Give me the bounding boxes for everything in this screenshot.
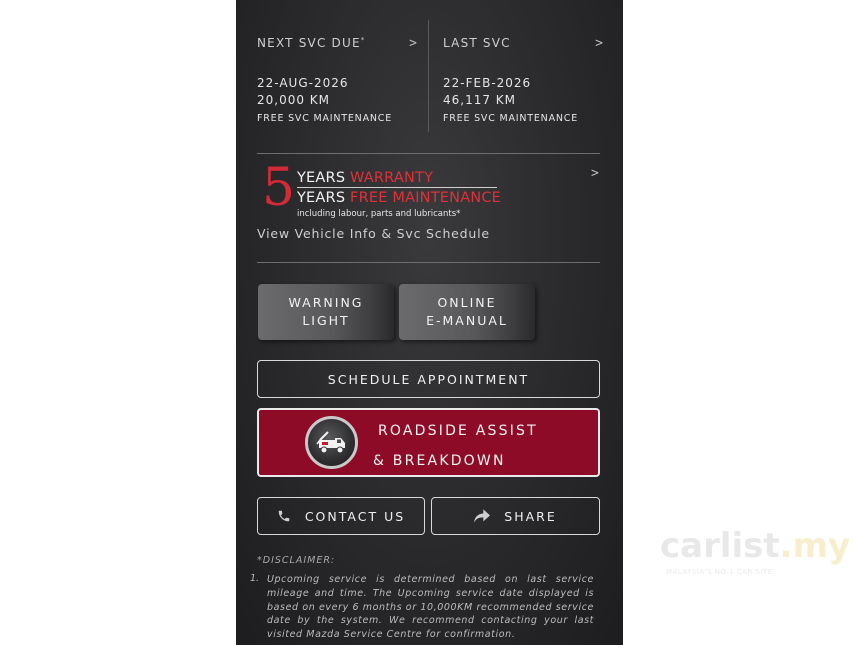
watermark-tagline: MALAYSIA'S NO.1 CAR SITE (666, 568, 773, 576)
view-vehicle-info-link[interactable]: View Vehicle Info & Svc Schedule (257, 226, 490, 241)
roadside-icon-badge (305, 416, 358, 469)
service-divider (428, 20, 429, 132)
section-divider (257, 262, 600, 263)
watermark-brand: carlist.my (660, 526, 851, 566)
share-button[interactable] (431, 497, 600, 535)
free-maintenance-line: YEARS FREE MAINTENANCE (297, 190, 502, 206)
roadside-assist-label: ROADSIDE ASSIST (378, 423, 538, 439)
last-service-mileage: 46,117 KM (443, 93, 517, 107)
last-service-date: 22-FEB-2026 (443, 76, 532, 90)
share-label: SHARE (504, 508, 557, 524)
disclaimer-title: *DISCLAIMER: (257, 555, 336, 566)
breakdown-label: & BREAKDOWN (373, 453, 506, 469)
warranty-line: YEARS WARRANTY (297, 170, 434, 186)
section-divider (257, 153, 600, 154)
next-service-chevron-icon[interactable]: > (409, 36, 417, 51)
warranty-chevron-icon[interactable]: > (591, 166, 599, 181)
disclaimer-text: Upcoming service is determined based on last service mileage and time. The Upcoming service date displayed is based on every 6 months or 10,000KM recommended service date by the system. We recommend contacting your last visited Mazda Service Centre for confirmation. (267, 574, 594, 641)
warranty-subtext: including labour, parts and lubricants* (297, 209, 461, 219)
warning-light-label-1: WARNING (288, 295, 364, 310)
schedule-appointment-label: SCHEDULE APPOINTMENT (327, 371, 530, 387)
next-service-mileage: 20,000 KM (257, 93, 331, 107)
roadside-assist-button[interactable] (257, 408, 600, 477)
online-e-manual-label-1: ONLINE (437, 295, 497, 310)
next-service-type: FREE SVC MAINTENANCE (257, 113, 393, 124)
contact-us-button[interactable] (257, 497, 425, 535)
last-service-heading: LAST SVC (443, 36, 511, 50)
next-service-date: 22-AUG-2026 (257, 76, 349, 90)
carlist-watermark-logo (656, 518, 856, 578)
share-arrow-icon (474, 509, 490, 523)
last-service-type: FREE SVC MAINTENANCE (443, 113, 579, 124)
last-service-panel[interactable] (443, 36, 603, 124)
mazda-app-screen (236, 0, 623, 645)
contact-us-label: CONTACT US (304, 508, 406, 524)
warranty-years-number: 5 (262, 158, 296, 218)
warning-light-label-2: LIGHT (302, 313, 350, 328)
schedule-appointment-button[interactable] (257, 360, 600, 398)
disclaimer-item-number: 1. (250, 573, 260, 584)
last-service-chevron-icon[interactable]: > (595, 36, 603, 51)
warning-light-button[interactable] (258, 284, 394, 340)
online-e-manual-button[interactable] (399, 284, 535, 340)
online-e-manual-label-2: E-MANUAL (426, 313, 508, 328)
next-service-heading: NEXT SVC DUE* (257, 36, 366, 50)
warranty-banner[interactable] (262, 158, 542, 224)
next-service-panel[interactable] (257, 36, 417, 124)
phone-icon (277, 509, 291, 523)
warranty-rule (297, 187, 497, 188)
tow-truck-icon (316, 430, 348, 456)
